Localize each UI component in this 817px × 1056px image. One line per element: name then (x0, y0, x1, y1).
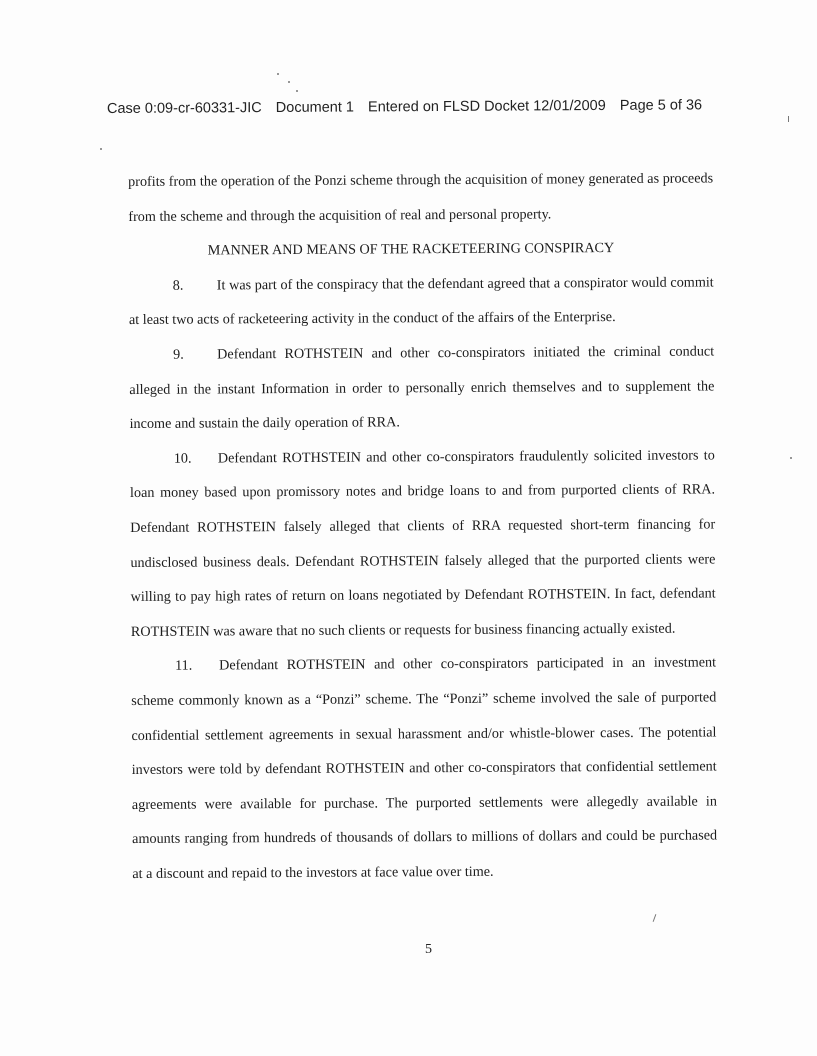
page-of: Page 5 of 36 (619, 97, 703, 114)
paragraph-8 (129, 265, 714, 338)
docket-entry: Entered on FLSD Docket 12/01/2009 (367, 97, 606, 116)
scan-speck (653, 914, 657, 922)
case-header (107, 97, 727, 117)
scan-speck (788, 116, 789, 122)
document-number: Document 1 (275, 99, 355, 116)
paragraph-number: 9. (173, 346, 184, 363)
scan-speck (790, 457, 792, 459)
scan-speck (288, 81, 290, 83)
scan-speck (100, 148, 102, 150)
paragraph-text: It was part of the conspiracy that the defendant agreed that a conspirator would commit at least two acts of racketeering activity in the conduct of the affairs of the Enterprise. (128, 274, 714, 329)
intro-paragraph: profits from the operation of the Ponzi scheme through the acquisition of money generated as proceeds from the scheme and through the acquisition of real and personal property. (128, 170, 714, 225)
paragraph-text: Defendant ROTHSTEIN and other co-conspirators fraudulently solicited investors to loan money based upon promissory notes and bridge loans to and from purported clients of RRA. Defendant ROTHSTEIN falsely alleged that clients of RRA requested short-term financing for undisclosed business deals. Defendant ROTHSTEIN falsely alleged that the purported clients were willing to pay high rates of return on loans negotiated by Defendant ROTHSTEIN. In fact, defendant ROTHSTEIN was aware that no such clients or requests for business financing actually existed. (129, 447, 716, 640)
paragraph-number: 8. (172, 277, 184, 294)
paragraph-text: Defendant ROTHSTEIN and other co-conspirators participated in an investment scheme commonly known as a “Ponzi” scheme. The “Ponzi” scheme involved the sale of purported confidential settlement agreements in sexual harassment and/or whistle-blower cases. The potential investors were told by defendant ROTHSTEIN and other co-conspirators that confidential settlement agreements were available for purchase. The purported settlements were allegedly available in amounts ranging from hundreds of thousands of dollars to millions of dollars and could be purchased at a discount and repaid to the investors at face value over time. (131, 654, 718, 882)
paragraph-number: 11. (175, 657, 193, 675)
paragraph-9 (129, 334, 715, 441)
section-heading: MANNER AND MEANS OF THE RACKETEERING CONSPIRACY (207, 240, 615, 259)
scan-speck (277, 73, 279, 75)
paragraph-10 (130, 438, 716, 649)
document-body (128, 161, 717, 891)
paragraph-number: 10. (173, 450, 192, 467)
page-number: 5 (425, 942, 432, 957)
paragraph-11 (131, 646, 717, 892)
scan-speck (296, 90, 298, 92)
case-number: Case 0:09-cr-60331-JIC (106, 100, 262, 117)
paragraph-text: Defendant ROTHSTEIN and other co-conspirators initiated the criminal conduct alleged in the instant Information in order to personally enrich themselves and to supplement the income and sustain the daily operation of RRA. (129, 343, 715, 433)
